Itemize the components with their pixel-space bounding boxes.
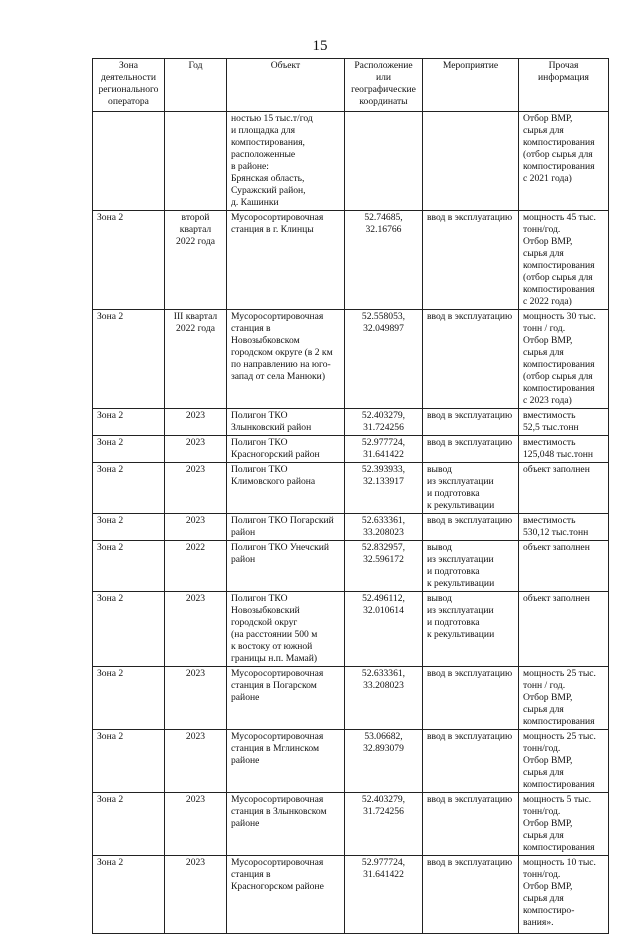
- cell-event: ввод в эксплуатацию: [423, 730, 519, 793]
- table-row: [93, 211, 609, 310]
- cell-coords: 52.496112, 32.010614: [345, 592, 423, 667]
- cell-event: вывод из эксплуатации и подготовка к рекультивации: [423, 463, 519, 514]
- cell-year: 2022: [165, 541, 227, 592]
- cell-year: второй квартал 2022 года: [165, 211, 227, 310]
- cell-info: вместимость 52,5 тыс.тонн: [519, 409, 609, 436]
- cell-zone: Зона 2: [93, 211, 165, 310]
- cell-info: мощность 45 тыс. тонн/год. Отбор ВМР, сырья для компостирования (отбор сырья для компостирования с 2022 года): [519, 211, 609, 310]
- cell-coords: 52.633361, 33.208023: [345, 514, 423, 541]
- cell-object: ностью 15 тыс.т/год и площадка для компостирования, расположенные в районе: Брянская область, Суражский район, д. Кашинки: [227, 112, 345, 211]
- cell-year: 2023: [165, 463, 227, 514]
- cell-event: ввод в эксплуатацию: [423, 793, 519, 856]
- cell-info: мощность 25 тыс. тонн/год. Отбор ВМР, сырья для компостирования: [519, 730, 609, 793]
- cell-coords: 52.393933, 32.133917: [345, 463, 423, 514]
- cell-year: 2023: [165, 793, 227, 856]
- header-year: Год: [165, 59, 227, 112]
- cell-year: 2023: [165, 730, 227, 793]
- cell-event: ввод в эксплуатацию: [423, 211, 519, 310]
- table-row: [93, 793, 609, 856]
- cell-zone: [93, 112, 165, 211]
- cell-year: 2023: [165, 592, 227, 667]
- cell-coords: 52.558053, 32.049897: [345, 310, 423, 409]
- cell-info: вместимость 125,048 тыс.тонн: [519, 436, 609, 463]
- cell-object: Мусоросортировочная станция в Погарском районе: [227, 667, 345, 730]
- cell-zone: Зона 2: [93, 463, 165, 514]
- cell-year: 2023: [165, 856, 227, 934]
- cell-coords: 52.977724, 31.641422: [345, 856, 423, 934]
- cell-info: вместимость 530,12 тыс.тонн: [519, 514, 609, 541]
- header-object: Объект: [227, 59, 345, 112]
- table-header-row: [93, 59, 609, 112]
- cell-coords: 52.633361, 33.208023: [345, 667, 423, 730]
- cell-year: 2023: [165, 436, 227, 463]
- cell-year: [165, 112, 227, 211]
- table-row: [93, 310, 609, 409]
- cell-event: ввод в эксплуатацию: [423, 409, 519, 436]
- cell-zone: Зона 2: [93, 436, 165, 463]
- cell-object: Полигон ТКО Погарский район: [227, 514, 345, 541]
- cell-coords: 52.403279, 31.724256: [345, 793, 423, 856]
- cell-zone: Зона 2: [93, 793, 165, 856]
- cell-zone: Зона 2: [93, 667, 165, 730]
- cell-coords: 53.06682, 32.893079: [345, 730, 423, 793]
- header-event: Мероприятие: [423, 59, 519, 112]
- cell-info: объект заполнен: [519, 541, 609, 592]
- cell-coords: 52.977724, 31.641422: [345, 436, 423, 463]
- cell-zone: Зона 2: [93, 592, 165, 667]
- header-location: Расположение или географические координаты: [345, 59, 423, 112]
- cell-info: мощность 30 тыс. тонн / год. Отбор ВМР, сырья для компостирования (отбор сырья для компостирования с 2023 года): [519, 310, 609, 409]
- table-row: [93, 730, 609, 793]
- cell-object: Мусоросортировочная станция в Новозыбковском городском округе (в 2 км по направлению на юго- запад от села Манюки): [227, 310, 345, 409]
- cell-year: III квартал 2022 года: [165, 310, 227, 409]
- cell-event: [423, 112, 519, 211]
- cell-object: Полигон ТКО Климовского района: [227, 463, 345, 514]
- cell-info: мощность 25 тыс. тонн / год. Отбор ВМР, сырья для компостирования: [519, 667, 609, 730]
- cell-event: ввод в эксплуатацию: [423, 310, 519, 409]
- cell-zone: Зона 2: [93, 856, 165, 934]
- cell-event: вывод из эксплуатации и подготовка к рекультивации: [423, 592, 519, 667]
- header-info: Прочая информация: [519, 59, 609, 112]
- page-number: 15: [312, 38, 328, 54]
- table-row: [93, 856, 609, 934]
- cell-object: Мусоросортировочная станция в Мглинском районе: [227, 730, 345, 793]
- table-row: [93, 667, 609, 730]
- table-row: [93, 409, 609, 436]
- table-row: [93, 514, 609, 541]
- cell-info: Отбор ВМР, сырья для компостирования (отбор сырья для компостирования с 2021 года): [519, 112, 609, 211]
- cell-info: объект заполнен: [519, 592, 609, 667]
- cell-info: мощность 10 тыс. тонн/год. Отбор ВМР, сырья для компостиро- вания».: [519, 856, 609, 934]
- cell-info: мощность 5 тыс. тонн/год. Отбор ВМР, сырья для компостирования: [519, 793, 609, 856]
- cell-object: Полигон ТКО Унечский район: [227, 541, 345, 592]
- table-row: [93, 541, 609, 592]
- cell-zone: Зона 2: [93, 409, 165, 436]
- header-zone: Зона деятельности регионального оператора: [93, 59, 165, 112]
- cell-event: ввод в эксплуатацию: [423, 436, 519, 463]
- cell-coords: 52.403279, 31.724256: [345, 409, 423, 436]
- table-row: [93, 436, 609, 463]
- cell-event: ввод в эксплуатацию: [423, 514, 519, 541]
- cell-zone: Зона 2: [93, 514, 165, 541]
- cell-object: Мусоросортировочная станция в Красногорском районе: [227, 856, 345, 934]
- cell-year: 2023: [165, 514, 227, 541]
- cell-coords: 52.832957, 32.596172: [345, 541, 423, 592]
- cell-object: Полигон ТКО Новозыбковский городской округ (на расстоянии 500 м к востоку от южной границы н.п. Мамай): [227, 592, 345, 667]
- cell-object: Полигон ТКО Злынковский район: [227, 409, 345, 436]
- cell-event: ввод в эксплуатацию: [423, 667, 519, 730]
- cell-info: объект заполнен: [519, 463, 609, 514]
- table-row: [93, 112, 609, 211]
- cell-zone: Зона 2: [93, 730, 165, 793]
- cell-event: вывод из эксплуатации и подготовка к рекультивации: [423, 541, 519, 592]
- cell-coords: 52.74685, 32.16766: [345, 211, 423, 310]
- cell-zone: Зона 2: [93, 310, 165, 409]
- cell-year: 2023: [165, 409, 227, 436]
- cell-event: ввод в эксплуатацию: [423, 856, 519, 934]
- cell-zone: Зона 2: [93, 541, 165, 592]
- table-row: [93, 592, 609, 667]
- cell-year: 2023: [165, 667, 227, 730]
- cell-object: Мусоросортировочная станция в Злынковском районе: [227, 793, 345, 856]
- objects-table: [92, 58, 609, 934]
- cell-object: Мусоросортировочная станция в г. Клинцы: [227, 211, 345, 310]
- cell-coords: [345, 112, 423, 211]
- cell-object: Полигон ТКО Красногорский район: [227, 436, 345, 463]
- table-row: [93, 463, 609, 514]
